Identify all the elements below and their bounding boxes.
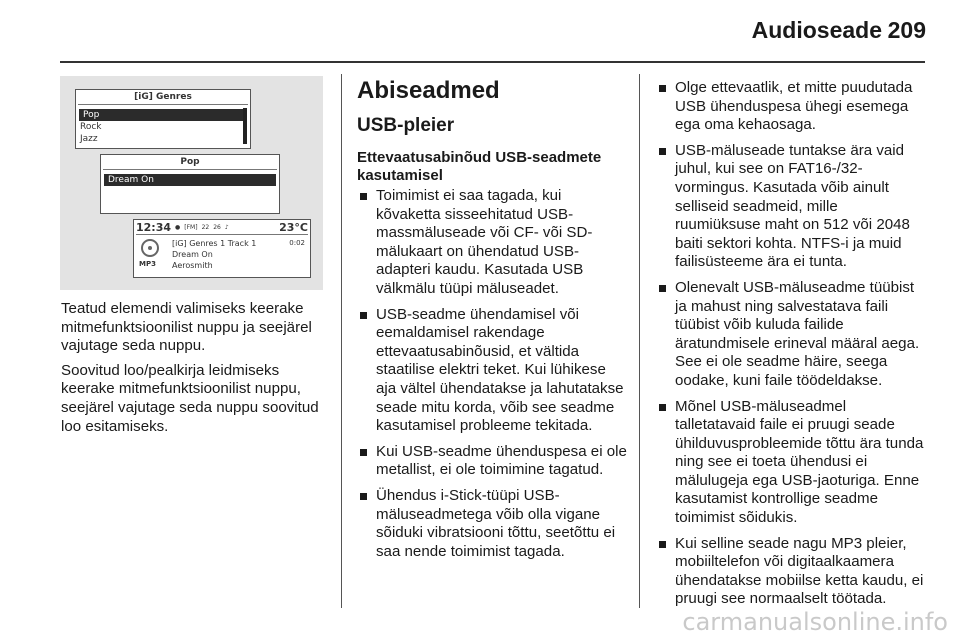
section-subtitle: USB-pleier	[357, 115, 455, 136]
watermark: carmanualsonline.info	[682, 608, 948, 636]
list-item: Olge ettevaatlik, et mitte puudutada USB ühenduspesa ühegi esemega ega oma kehaosaga.	[656, 79, 924, 135]
middle-column	[357, 77, 627, 568]
page-header	[0, 0, 960, 70]
now-playing-artist: Aerosmith	[172, 261, 213, 270]
display-illustration	[60, 76, 323, 290]
caption-paragraph: Soovitud loo/pealkirja leidmiseks keerake mitmefunktsioonilist nuppu, seejärel vajutage seda nuppu soovitud loo esitamiseks.	[61, 361, 319, 435]
precaution-list	[357, 187, 627, 561]
genre-item-jazz: Jazz	[80, 134, 98, 144]
list-item: Toimimist ei saa tagada, kui kõvaketta sisseehitatud USB-massmäluseade või CF- või SD-mälukaart on ühendatud USB-adapteri kaudu. Kasutada USB välkmälu tüüpi mäluseadet.	[357, 187, 627, 299]
now-playing-source: [iG] Genres 1 Track 1	[172, 239, 257, 248]
phone-icon: ♪	[224, 223, 229, 231]
right-column	[656, 79, 924, 616]
column-divider-right	[639, 74, 640, 608]
pop-screen-title: Pop	[103, 155, 277, 170]
list-item: USB-mäluseade tuntakse ära vaid juhul, kui see on FAT16-/32-vormingus. Kasutada võib ainult selliseid seadmeid, mille ruumiüksuse maht on 512 või 2048 baiti sektori kohta. NTFS-i ja muid failisüsteeme ära ei tunta.	[656, 142, 924, 272]
pop-screen	[100, 154, 280, 214]
fm-indicator: [FM]	[184, 223, 198, 231]
signal-value: 26	[213, 223, 221, 231]
figure-caption	[61, 300, 329, 442]
chapter-title: Audioseade	[751, 17, 882, 43]
disc-icon	[141, 239, 159, 257]
temperature: 23°C	[279, 220, 308, 234]
cd-icon: ●	[175, 223, 181, 231]
caption-paragraph: Teatud elemendi valimiseks keerake mitmefunktsioonilist nuppu ja seejärel vajutage seda nuppu.	[61, 300, 312, 355]
section-title: Abiseadmed	[357, 77, 500, 104]
now-playing-screen	[133, 219, 311, 278]
clock: 12:34	[136, 220, 172, 234]
page-number: 209	[887, 17, 926, 43]
header-rule	[60, 61, 925, 63]
column-divider-left	[341, 74, 342, 608]
list-item: Mõnel USB-mäluseadmel talletatavaid faile ei pruugi seade ühilduvusprobleemide tõttu ära tunda ning see ei toeta ühendusi ei mälulugeja ega USB-jaoturiga. Enne kasutamist kontrollige seadme toimimist sõidukis.	[656, 398, 924, 528]
status-bar	[136, 220, 308, 235]
track-item-dream-on: Dream On	[104, 174, 276, 186]
genre-item-rock: Rock	[80, 122, 102, 132]
precaution-list-continued	[656, 79, 924, 609]
list-item: USB-seadme ühendamisel või eemaldamisel rakendage ettevaatusabinõusid, et vältida staatilise elektri teket. Kui lühikese aja vältel ühendatakse ja lahutatakse seade mitu korda, võib see seadme kasutamisel probleeme tekitada.	[357, 306, 627, 436]
now-playing-track: Dream On	[172, 250, 213, 259]
list-item: Kui USB-seadme ühenduspesa ei ole metallist, ei ole toimimine tagatud.	[357, 443, 627, 480]
genres-screen-title: [iG] Genres	[78, 90, 248, 105]
list-item: Kui selline seade nagu MP3 pleier, mobiiltelefon või digitaalkaamera ühendatakse mobiilse ketta kaudu, ei pruugi see normaalselt töötada.	[656, 535, 924, 609]
list-item: Olenevalt USB-mäluseadme tüübist ja mahust ning salvestatava faili tüübist võib kuluda failide äratundmisele erineval määral aega. See ei ole seadme häire, seega oodake, kuni faile töödeldakse.	[656, 279, 924, 391]
format-label: MP3	[139, 260, 156, 268]
list-item: Ühendus i-Stick-tüüpi USB-mäluseadmetega võib olla vigane sõiduki vibratsiooni tõttu, seetõttu ei saa nende toimimist tagada.	[357, 487, 627, 561]
genre-item-pop: Pop	[79, 109, 247, 121]
subsection-heading: Ettevaatusabinõud USB-seadmete kasutamisel	[357, 149, 602, 184]
genres-screen	[75, 89, 251, 149]
scrollbar	[243, 108, 247, 144]
elapsed-time: 0:02	[289, 239, 305, 247]
reception-value: 22	[201, 223, 210, 231]
